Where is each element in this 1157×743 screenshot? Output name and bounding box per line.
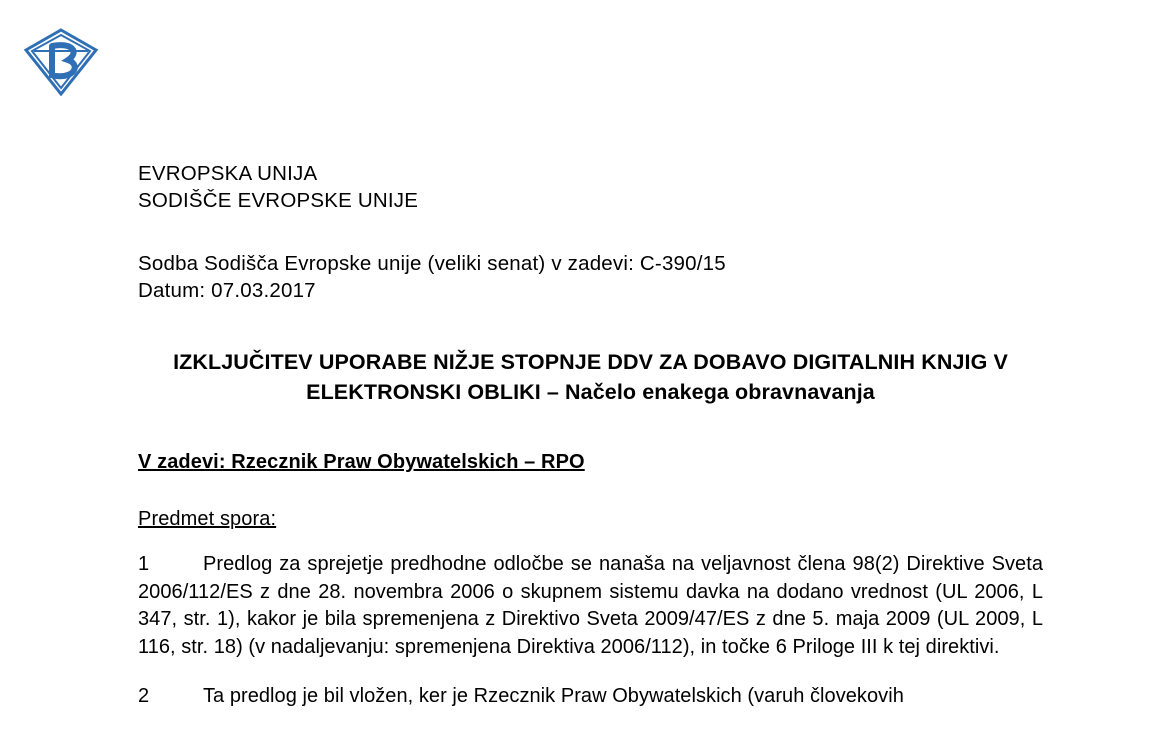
issuer-line-1: EVROPSKA UNIJA (138, 162, 318, 185)
case-meta-block (138, 250, 1043, 304)
subject-line: V zadevi: Rzecznik Praw Obywatelskich – RPO (138, 451, 585, 473)
paragraph-1-text: Predlog za sprejetje predhodne odločbe se nanaša na veljavnost člena 98(2) Direktive Sveta 2006/112/ES z dne 28. novembra 2006 o skupnem sistemu davka na dodano vrednost (UL 2006, L 347, str. 1), kakor je bila spremenjena z Direktivo Sveta 2009/47/ES z dne 5. maja 2009 (UL 2009, L 116, str. 18) (v nadaljevanju: spremenjena Direktiva 2006/112), in točke 6 Priloge III k tej direktivi. (138, 553, 1043, 658)
issuer-line-2: SODIŠČE EVROPSKE UNIJE (138, 189, 419, 212)
page-title: IZKLJUČITEV UPORABE NIŽJE STOPNJE DDV ZA DOBAVO DIGITALNIH KNJIG V ELEKTRONSKI OBLIKI – Načelo enakega obravnavanja (173, 350, 1008, 404)
paragraph-2-number: 2 (138, 685, 150, 707)
case-reference: Sodba Sodišča Evropske unije (veliki senat) v zadevi: C-390/15 (138, 252, 726, 275)
section-label-predmet-spora: Predmet spora: (138, 508, 277, 530)
document-body (138, 160, 1043, 711)
case-date: Datum: 07.03.2017 (138, 279, 316, 302)
paragraph-2-text: Ta predlog je bil vložen, ker je Rzecznik Praw Obywatelskich (varuh človekovih (203, 685, 904, 707)
sd-diamond-logo (22, 28, 100, 96)
issuer-block (138, 160, 1043, 214)
paragraph-2 (138, 683, 1043, 711)
paragraph-1 (138, 551, 1043, 661)
paragraph-1-number: 1 (138, 553, 150, 575)
